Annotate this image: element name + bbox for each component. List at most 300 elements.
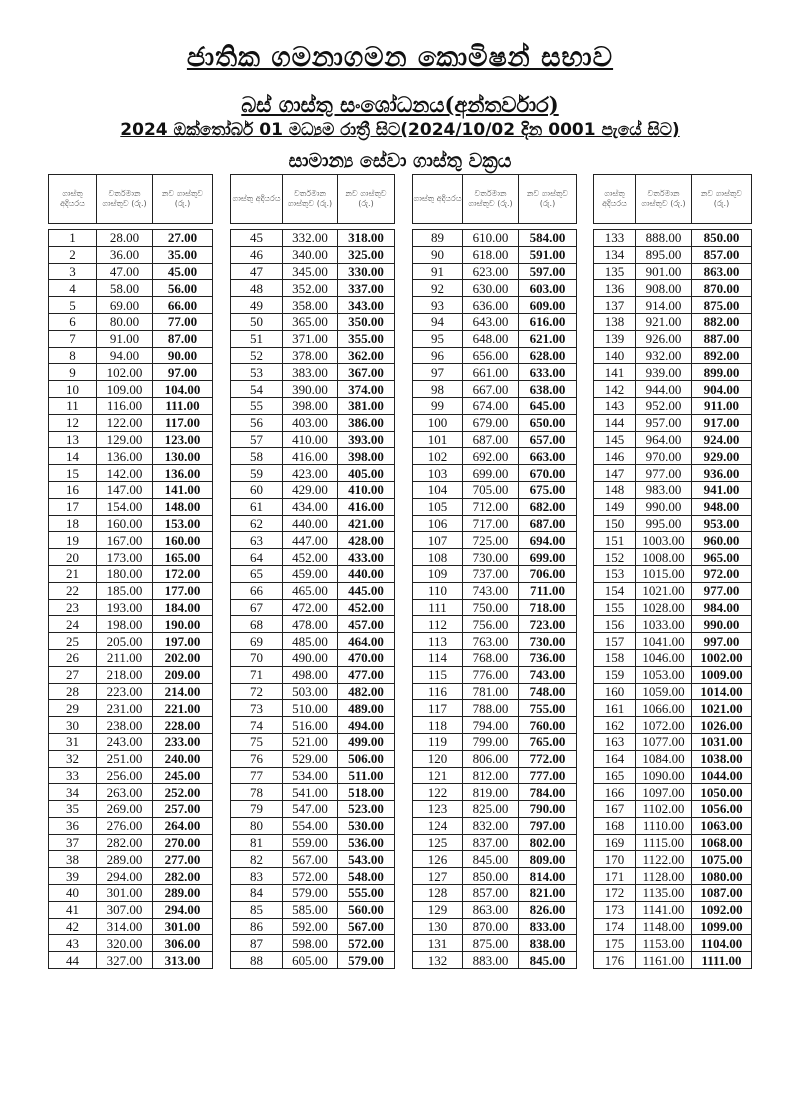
- old-fare-cell: 1041.00: [636, 633, 692, 650]
- table-row: [231, 364, 395, 381]
- table-row: [49, 733, 213, 750]
- old-fare-cell: 129.00: [97, 431, 153, 448]
- table-row: [49, 498, 213, 515]
- old-fare-cell: 1161.00: [636, 952, 692, 969]
- new-fare-cell: 362.00: [338, 347, 395, 364]
- stage-cell: 75: [231, 733, 283, 750]
- old-fare-cell: 390.00: [283, 381, 338, 398]
- old-fare-cell: 547.00: [283, 801, 338, 818]
- stage-cell: 147: [594, 465, 636, 482]
- table-row: [231, 532, 395, 549]
- stage-cell: 44: [49, 952, 97, 969]
- old-fare-cell: 1141.00: [636, 901, 692, 918]
- table-row: [594, 935, 752, 952]
- table-row: [49, 431, 213, 448]
- old-fare-cell: 459.00: [283, 565, 338, 582]
- old-fare-cell: 1122.00: [636, 851, 692, 868]
- stage-cell: 149: [594, 498, 636, 515]
- new-fare-cell: 421.00: [338, 515, 395, 532]
- document-subtitle: බස් ගාස්තු සංශෝධනය(අන්තර්වාර): [241, 92, 559, 117]
- old-fare-cell: 529.00: [283, 750, 338, 767]
- old-fare-cell: 94.00: [97, 347, 153, 364]
- table-row: [49, 565, 213, 582]
- table-row: [594, 532, 752, 549]
- table-row: [594, 263, 752, 280]
- new-fare-cell: 318.00: [338, 230, 395, 247]
- table-row: [594, 851, 752, 868]
- table-row: [413, 313, 577, 330]
- new-fare-cell: 887.00: [692, 330, 752, 347]
- stage-cell: 6: [49, 313, 97, 330]
- table-row: [49, 717, 213, 734]
- new-fare-cell: 350.00: [338, 313, 395, 330]
- effective-date: 2024 ඔක්තෝබර් 01 මධ්‍යම රාත්‍රී සිට(2024/10/02 දින 0001 පැයේ සිට): [120, 120, 680, 140]
- table-row: [594, 767, 752, 784]
- new-fare-cell: 240.00: [153, 750, 213, 767]
- old-fare-cell: 687.00: [463, 431, 519, 448]
- new-fare-cell: 1092.00: [692, 901, 752, 918]
- table-row: [49, 549, 213, 566]
- col-header-stage: ගාස්තු අදියරය: [594, 175, 636, 224]
- fare-table-1: [48, 174, 213, 969]
- stage-cell: 163: [594, 733, 636, 750]
- table-row: [594, 313, 752, 330]
- stage-cell: 54: [231, 381, 283, 398]
- new-fare-cell: 579.00: [338, 952, 395, 969]
- old-fare-cell: 28.00: [97, 230, 153, 247]
- table-row: [413, 683, 577, 700]
- old-fare-cell: 147.00: [97, 481, 153, 498]
- old-fare-cell: 845.00: [463, 851, 519, 868]
- old-fare-cell: 768.00: [463, 649, 519, 666]
- table-row: [231, 280, 395, 297]
- old-fare-cell: 661.00: [463, 364, 519, 381]
- new-fare-cell: 245.00: [153, 767, 213, 784]
- old-fare-cell: 205.00: [97, 633, 153, 650]
- old-fare-cell: 490.00: [283, 649, 338, 666]
- old-fare-cell: 1015.00: [636, 565, 692, 582]
- old-fare-cell: 636.00: [463, 297, 519, 314]
- col-header-stage: ගාස්තු අදියරය: [49, 175, 97, 224]
- old-fare-cell: 712.00: [463, 498, 519, 515]
- old-fare-cell: 559.00: [283, 834, 338, 851]
- table-row: [231, 901, 395, 918]
- stage-cell: 88: [231, 952, 283, 969]
- stage-cell: 156: [594, 616, 636, 633]
- col-header-stage: ගාස්තු අදියරය: [413, 175, 463, 224]
- new-fare-cell: 355.00: [338, 330, 395, 347]
- stage-cell: 25: [49, 633, 97, 650]
- old-fare-cell: 69.00: [97, 297, 153, 314]
- new-fare-cell: 899.00: [692, 364, 752, 381]
- stage-cell: 174: [594, 918, 636, 935]
- stage-cell: 109: [413, 565, 463, 582]
- old-fare-cell: 572.00: [283, 868, 338, 885]
- new-fare-cell: 270.00: [153, 834, 213, 851]
- table-row: [413, 549, 577, 566]
- new-fare-cell: 294.00: [153, 901, 213, 918]
- stage-cell: 46: [231, 246, 283, 263]
- table-row: [413, 901, 577, 918]
- stage-cell: 38: [49, 851, 97, 868]
- new-fare-cell: 904.00: [692, 381, 752, 398]
- stage-cell: 13: [49, 431, 97, 448]
- stage-cell: 84: [231, 885, 283, 902]
- new-fare-cell: 117.00: [153, 414, 213, 431]
- old-fare-cell: 198.00: [97, 616, 153, 633]
- stage-cell: 24: [49, 616, 97, 633]
- old-fare-cell: 352.00: [283, 280, 338, 297]
- stage-cell: 138: [594, 313, 636, 330]
- stage-cell: 72: [231, 683, 283, 700]
- stage-cell: 78: [231, 784, 283, 801]
- old-fare-cell: 592.00: [283, 918, 338, 935]
- new-fare-cell: 530.00: [338, 817, 395, 834]
- table-row: [413, 431, 577, 448]
- new-fare-cell: 97.00: [153, 364, 213, 381]
- old-fare-cell: 116.00: [97, 397, 153, 414]
- old-fare-cell: 276.00: [97, 817, 153, 834]
- table-row: [594, 481, 752, 498]
- new-fare-cell: 209.00: [153, 666, 213, 683]
- new-fare-cell: 797.00: [519, 817, 577, 834]
- old-fare-cell: 1046.00: [636, 649, 692, 666]
- table-row: [594, 431, 752, 448]
- new-fare-cell: 953.00: [692, 515, 752, 532]
- old-fare-cell: 503.00: [283, 683, 338, 700]
- old-fare-cell: 289.00: [97, 851, 153, 868]
- table-row: [594, 448, 752, 465]
- stage-cell: 94: [413, 313, 463, 330]
- table-row: [413, 532, 577, 549]
- new-fare-cell: 35.00: [153, 246, 213, 263]
- table-row: [413, 246, 577, 263]
- stage-cell: 1: [49, 230, 97, 247]
- table-row: [413, 700, 577, 717]
- old-fare-cell: 944.00: [636, 381, 692, 398]
- stage-cell: 119: [413, 733, 463, 750]
- new-fare-cell: 850.00: [692, 230, 752, 247]
- table-row: [594, 297, 752, 314]
- table-row: [594, 717, 752, 734]
- old-fare-cell: 478.00: [283, 616, 338, 633]
- table-row: [231, 767, 395, 784]
- stage-cell: 47: [231, 263, 283, 280]
- stage-cell: 89: [413, 230, 463, 247]
- stage-cell: 20: [49, 549, 97, 566]
- table-row: [49, 885, 213, 902]
- fare-table-2: [230, 174, 395, 969]
- stage-cell: 143: [594, 397, 636, 414]
- new-fare-cell: 1050.00: [692, 784, 752, 801]
- new-fare-cell: 663.00: [519, 448, 577, 465]
- stage-cell: 173: [594, 901, 636, 918]
- old-fare-cell: 857.00: [463, 885, 519, 902]
- stage-cell: 5: [49, 297, 97, 314]
- old-fare-cell: 1077.00: [636, 733, 692, 750]
- stage-cell: 76: [231, 750, 283, 767]
- stage-cell: 169: [594, 834, 636, 851]
- stage-cell: 31: [49, 733, 97, 750]
- table-row: [594, 347, 752, 364]
- stage-cell: 55: [231, 397, 283, 414]
- stage-cell: 39: [49, 868, 97, 885]
- new-fare-cell: 136.00: [153, 465, 213, 482]
- document-title: ජාතික ගමනාගමන කොමිෂන් සභාව: [186, 42, 614, 73]
- table-row: [231, 330, 395, 347]
- old-fare-cell: 914.00: [636, 297, 692, 314]
- old-fare-cell: 1084.00: [636, 750, 692, 767]
- old-fare-cell: 832.00: [463, 817, 519, 834]
- old-fare-cell: 1102.00: [636, 801, 692, 818]
- table-row: [594, 733, 752, 750]
- table-row: [231, 263, 395, 280]
- new-fare-cell: 233.00: [153, 733, 213, 750]
- table-row: [231, 431, 395, 448]
- table-row: [413, 263, 577, 280]
- new-fare-cell: 997.00: [692, 633, 752, 650]
- old-fare-cell: 223.00: [97, 683, 153, 700]
- table-row: [594, 246, 752, 263]
- stage-cell: 131: [413, 935, 463, 952]
- new-fare-cell: 405.00: [338, 465, 395, 482]
- old-fare-cell: 541.00: [283, 784, 338, 801]
- new-fare-cell: 416.00: [338, 498, 395, 515]
- table-row: [231, 582, 395, 599]
- stage-cell: 166: [594, 784, 636, 801]
- stage-cell: 140: [594, 347, 636, 364]
- table-row: [231, 515, 395, 532]
- stage-cell: 128: [413, 885, 463, 902]
- stage-cell: 10: [49, 381, 97, 398]
- col-header-old-fare: වර්තමාන ගාස්තුව (රු.): [283, 175, 338, 224]
- new-fare-cell: 130.00: [153, 448, 213, 465]
- table-row: [231, 868, 395, 885]
- table-row: [231, 313, 395, 330]
- old-fare-cell: 756.00: [463, 616, 519, 633]
- new-fare-cell: 87.00: [153, 330, 213, 347]
- new-fare-cell: 977.00: [692, 582, 752, 599]
- stage-cell: 101: [413, 431, 463, 448]
- table-row: [231, 918, 395, 935]
- old-fare-cell: 618.00: [463, 246, 519, 263]
- stage-cell: 40: [49, 885, 97, 902]
- old-fare-cell: 1115.00: [636, 834, 692, 851]
- new-fare-cell: 494.00: [338, 717, 395, 734]
- stage-cell: 92: [413, 280, 463, 297]
- table-row: [231, 784, 395, 801]
- old-fare-cell: 776.00: [463, 666, 519, 683]
- new-fare-cell: 111.00: [153, 397, 213, 414]
- stage-cell: 7: [49, 330, 97, 347]
- stage-cell: 4: [49, 280, 97, 297]
- stage-cell: 45: [231, 230, 283, 247]
- table-row: [231, 230, 395, 247]
- table-row: [413, 935, 577, 952]
- new-fare-cell: 965.00: [692, 549, 752, 566]
- fare-table-3: [412, 174, 577, 969]
- new-fare-cell: 393.00: [338, 431, 395, 448]
- new-fare-cell: 765.00: [519, 733, 577, 750]
- stage-cell: 98: [413, 381, 463, 398]
- table-row: [594, 549, 752, 566]
- stage-cell: 127: [413, 868, 463, 885]
- stage-cell: 171: [594, 868, 636, 885]
- table-row: [413, 733, 577, 750]
- old-fare-cell: 1021.00: [636, 582, 692, 599]
- table-row: [231, 733, 395, 750]
- old-fare-cell: 516.00: [283, 717, 338, 734]
- stage-cell: 110: [413, 582, 463, 599]
- table-row: [413, 230, 577, 247]
- stage-cell: 32: [49, 750, 97, 767]
- old-fare-cell: 717.00: [463, 515, 519, 532]
- stage-cell: 148: [594, 481, 636, 498]
- new-fare-cell: 730.00: [519, 633, 577, 650]
- old-fare-cell: 799.00: [463, 733, 519, 750]
- new-fare-cell: 45.00: [153, 263, 213, 280]
- table-row: [594, 817, 752, 834]
- new-fare-cell: 699.00: [519, 549, 577, 566]
- table-row: [594, 280, 752, 297]
- new-fare-cell: 543.00: [338, 851, 395, 868]
- stage-cell: 106: [413, 515, 463, 532]
- table-row: [49, 246, 213, 263]
- old-fare-cell: 238.00: [97, 717, 153, 734]
- col-header-old-fare: වර්තමාන ගාස්තුව (රු.): [636, 175, 692, 224]
- old-fare-cell: 416.00: [283, 448, 338, 465]
- stage-cell: 114: [413, 649, 463, 666]
- stage-cell: 77: [231, 767, 283, 784]
- table-row: [49, 649, 213, 666]
- stage-cell: 33: [49, 767, 97, 784]
- table-row: [594, 683, 752, 700]
- old-fare-cell: 692.00: [463, 448, 519, 465]
- new-fare-cell: 857.00: [692, 246, 752, 263]
- table-row: [49, 414, 213, 431]
- stage-cell: 153: [594, 565, 636, 582]
- new-fare-cell: 772.00: [519, 750, 577, 767]
- table-row: [594, 918, 752, 935]
- stage-cell: 142: [594, 381, 636, 398]
- table-row: [231, 481, 395, 498]
- new-fare-cell: 1099.00: [692, 918, 752, 935]
- new-fare-cell: 252.00: [153, 784, 213, 801]
- new-fare-cell: 1002.00: [692, 649, 752, 666]
- new-fare-cell: 675.00: [519, 481, 577, 498]
- stage-cell: 59: [231, 465, 283, 482]
- stage-cell: 52: [231, 347, 283, 364]
- table-row: [594, 885, 752, 902]
- table-row: [231, 414, 395, 431]
- table-row: [231, 952, 395, 969]
- old-fare-cell: 1066.00: [636, 700, 692, 717]
- old-fare-cell: 263.00: [97, 784, 153, 801]
- stage-cell: 90: [413, 246, 463, 263]
- new-fare-cell: 172.00: [153, 565, 213, 582]
- stage-cell: 53: [231, 364, 283, 381]
- stage-cell: 91: [413, 263, 463, 280]
- old-fare-cell: 674.00: [463, 397, 519, 414]
- stage-cell: 100: [413, 414, 463, 431]
- old-fare-cell: 895.00: [636, 246, 692, 263]
- stage-cell: 8: [49, 347, 97, 364]
- stage-cell: 123: [413, 801, 463, 818]
- new-fare-cell: 477.00: [338, 666, 395, 683]
- old-fare-cell: 901.00: [636, 263, 692, 280]
- new-fare-cell: 777.00: [519, 767, 577, 784]
- old-fare-cell: 365.00: [283, 313, 338, 330]
- new-fare-cell: 197.00: [153, 633, 213, 650]
- old-fare-cell: 1128.00: [636, 868, 692, 885]
- new-fare-cell: 1014.00: [692, 683, 752, 700]
- old-fare-cell: 1003.00: [636, 532, 692, 549]
- stage-cell: 150: [594, 515, 636, 532]
- new-fare-cell: 650.00: [519, 414, 577, 431]
- new-fare-cell: 282.00: [153, 868, 213, 885]
- stage-cell: 57: [231, 431, 283, 448]
- new-fare-cell: 90.00: [153, 347, 213, 364]
- new-fare-cell: 1026.00: [692, 717, 752, 734]
- old-fare-cell: 269.00: [97, 801, 153, 818]
- new-fare-cell: 760.00: [519, 717, 577, 734]
- old-fare-cell: 320.00: [97, 935, 153, 952]
- stage-cell: 105: [413, 498, 463, 515]
- old-fare-cell: 705.00: [463, 481, 519, 498]
- table-row: [49, 230, 213, 247]
- table-row: [231, 381, 395, 398]
- table-row: [594, 599, 752, 616]
- old-fare-cell: 825.00: [463, 801, 519, 818]
- old-fare-cell: 763.00: [463, 633, 519, 650]
- new-fare-cell: 603.00: [519, 280, 577, 297]
- new-fare-cell: 153.00: [153, 515, 213, 532]
- old-fare-cell: 180.00: [97, 565, 153, 582]
- table-row: [49, 834, 213, 851]
- new-fare-cell: 870.00: [692, 280, 752, 297]
- old-fare-cell: 440.00: [283, 515, 338, 532]
- new-fare-cell: 687.00: [519, 515, 577, 532]
- stage-cell: 96: [413, 347, 463, 364]
- old-fare-cell: 725.00: [463, 532, 519, 549]
- old-fare-cell: 995.00: [636, 515, 692, 532]
- stage-cell: 121: [413, 767, 463, 784]
- new-fare-cell: 616.00: [519, 313, 577, 330]
- stage-cell: 136: [594, 280, 636, 297]
- table-row: [413, 465, 577, 482]
- new-fare-cell: 457.00: [338, 616, 395, 633]
- table-row: [231, 397, 395, 414]
- table-row: [49, 280, 213, 297]
- stage-cell: 12: [49, 414, 97, 431]
- old-fare-cell: 970.00: [636, 448, 692, 465]
- old-fare-cell: 794.00: [463, 717, 519, 734]
- old-fare-cell: 837.00: [463, 834, 519, 851]
- old-fare-cell: 136.00: [97, 448, 153, 465]
- new-fare-cell: 489.00: [338, 700, 395, 717]
- table-row: [231, 851, 395, 868]
- new-fare-cell: 990.00: [692, 616, 752, 633]
- old-fare-cell: 358.00: [283, 297, 338, 314]
- table-row: [594, 330, 752, 347]
- new-fare-cell: 464.00: [338, 633, 395, 650]
- new-fare-cell: 148.00: [153, 498, 213, 515]
- stage-cell: 80: [231, 817, 283, 834]
- table-row: [231, 717, 395, 734]
- new-fare-cell: 190.00: [153, 616, 213, 633]
- stage-cell: 66: [231, 582, 283, 599]
- new-fare-cell: 784.00: [519, 784, 577, 801]
